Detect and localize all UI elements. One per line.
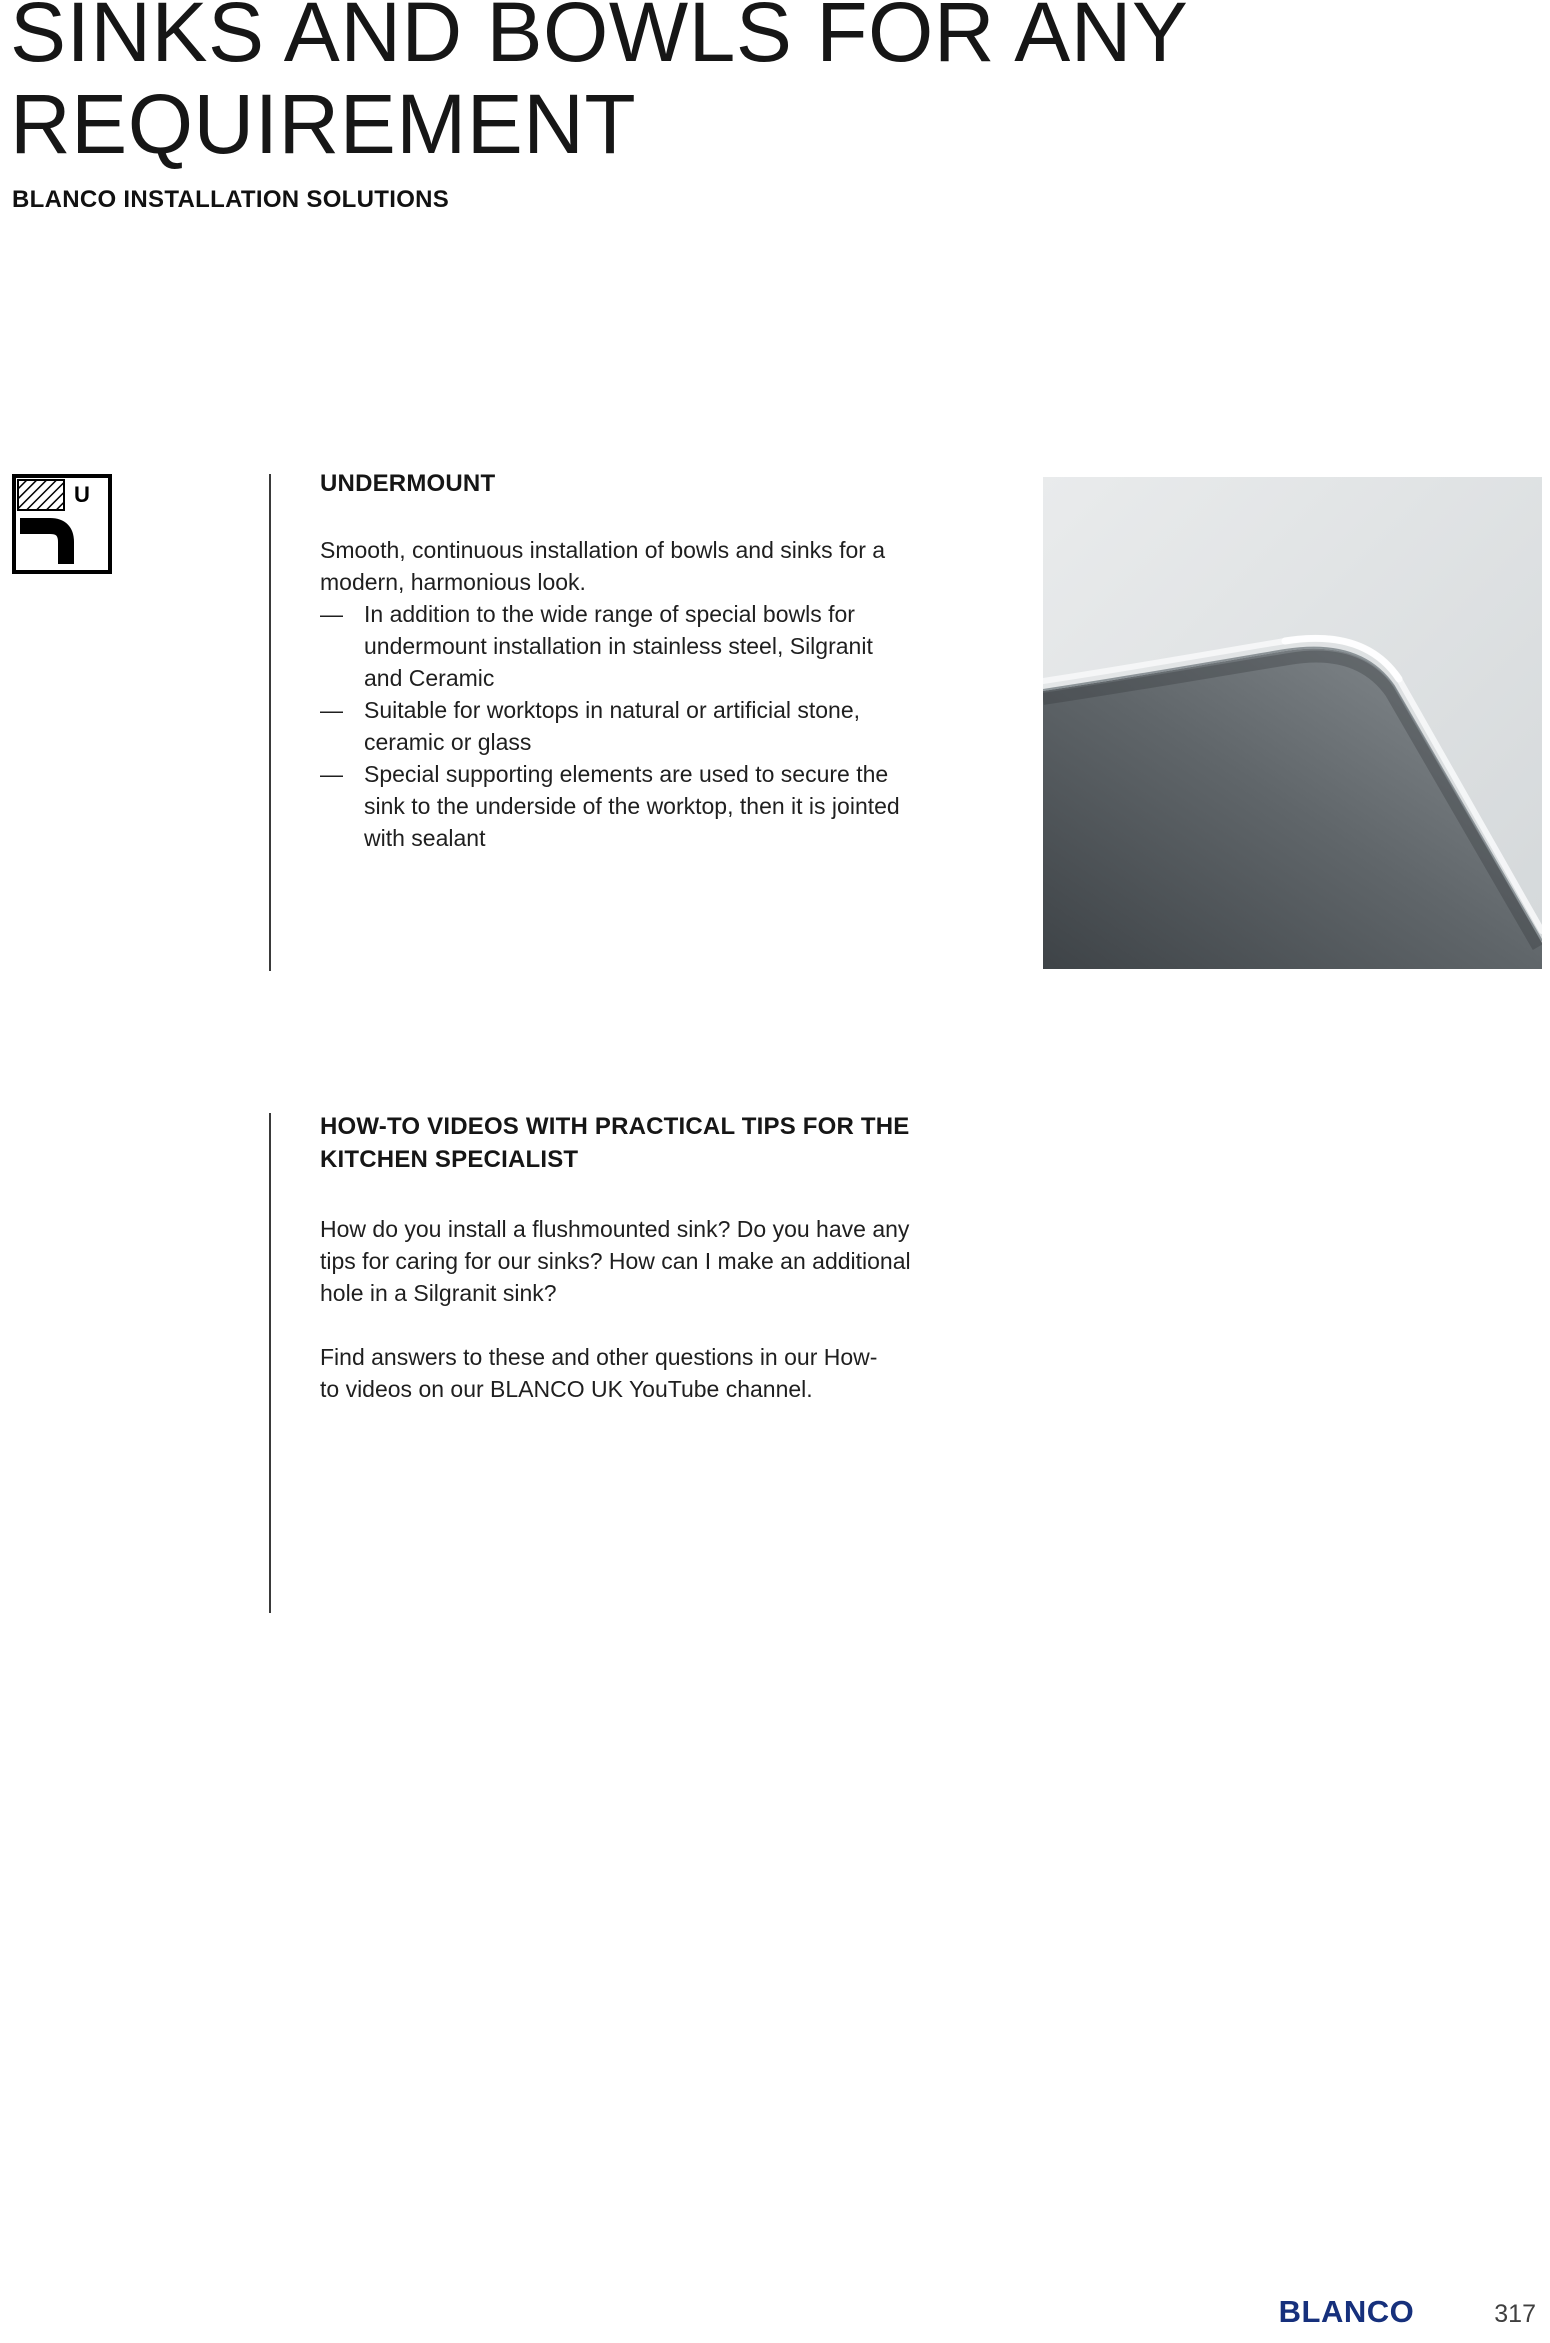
page-number: 317 [1494,2300,1536,2328]
section-divider-line [269,474,271,971]
icon-letter-u: U [74,482,90,507]
undermount-icon [12,474,112,574]
undermount-intro: Smooth, continuous installation of bowls and sinks for a modern, harmonious look. [320,537,886,595]
undermount-heading: UNDERMOUNT [320,470,496,497]
page-subtitle: BLANCO INSTALLATION SOLUTIONS [12,186,450,213]
howto-section [320,1110,930,1405]
howto-questions: How do you install a flushmounted sink? Do you have any tips for caring for our sinks? How can I make an additional hole in a Silgranit sink? [320,1216,911,1306]
bullet-text: In addition to the wide range of special bowls for undermount installation in stainless steel, Silgranit and Ceramic [364,601,873,691]
page-footer [1279,2294,1536,2330]
page-title-line1: SINKS AND BOWLS FOR ANY [10,0,1189,79]
howto-answer: Find answers to these and other questions in our How-to videos on our BLANCO UK YouTube channel. [320,1344,878,1402]
section-divider-line [269,1113,271,1613]
undermount-sink-photo [1043,477,1542,969]
bullet-text: Special supporting elements are used to secure the sink to the underside of the worktop, then it is jointed with sealant [364,761,900,851]
bullet-item [320,758,905,854]
undermount-section [320,470,905,854]
worktop-hatch [18,480,64,510]
bullet-item [320,598,905,694]
howto-heading: HOW-TO VIDEOS WITH PRACTICAL TIPS FOR THE KITCHEN SPECIALIST [320,1113,910,1173]
bullet-text: Suitable for worktops in natural or artificial stone, ceramic or glass [364,697,861,755]
page-title-line2: REQUIREMENT [10,77,637,171]
page-title [10,0,1270,170]
blanco-logo: BLANCO [1278,2294,1415,2329]
undermount-bullet-list [320,598,905,854]
bullet-item [320,694,905,758]
